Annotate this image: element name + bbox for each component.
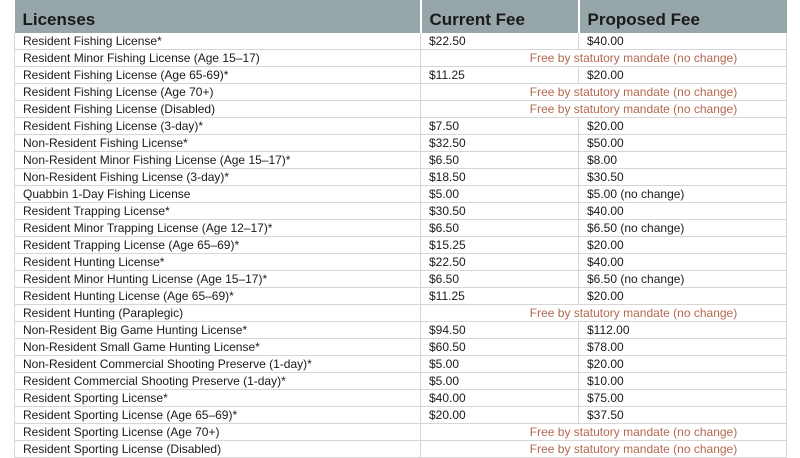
- proposed-fee-cell: $20.00: [579, 237, 787, 254]
- table-row: [15, 118, 787, 135]
- table-row: [15, 339, 787, 356]
- current-fee-cell: $5.00: [421, 356, 579, 373]
- table-row: [15, 135, 787, 152]
- current-fee-cell: $5.00: [421, 186, 579, 203]
- header-proposed-fee: Proposed Fee: [579, 0, 787, 33]
- table-row: [15, 84, 787, 101]
- table-row: [15, 237, 787, 254]
- license-name-cell: Non-Resident Big Game Hunting License*: [15, 322, 421, 339]
- table-row: [15, 288, 787, 305]
- proposed-fee-cell: $78.00: [579, 339, 787, 356]
- proposed-fee-cell: $75.00: [579, 390, 787, 407]
- header-current-fee: Current Fee: [421, 0, 579, 33]
- license-name-cell: Non-Resident Commercial Shooting Preserve (1-day)*: [15, 356, 421, 373]
- table-row: [15, 390, 787, 407]
- license-name-cell: Non-Resident Fishing License (3-day)*: [15, 169, 421, 186]
- license-name-cell: Resident Hunting (Paraplegic): [15, 305, 421, 322]
- license-name-cell: Resident Hunting License (Age 65–69)*: [15, 288, 421, 305]
- current-fee-cell: $18.50: [421, 169, 579, 186]
- table-row: [15, 254, 787, 271]
- current-fee-cell: $40.00: [421, 390, 579, 407]
- current-fee-cell: $60.50: [421, 339, 579, 356]
- license-name-cell: Quabbin 1-Day Fishing License: [15, 186, 421, 203]
- license-name-cell: Resident Sporting License (Age 65–69)*: [15, 407, 421, 424]
- current-fee-cell: $11.25: [421, 288, 579, 305]
- statutory-mandate-note: Free by statutory mandate (no change): [421, 50, 787, 67]
- proposed-fee-cell: $40.00: [579, 203, 787, 220]
- table-row: [15, 322, 787, 339]
- current-fee-cell: $6.50: [421, 271, 579, 288]
- proposed-fee-cell: $20.00: [579, 288, 787, 305]
- license-name-cell: Resident Sporting License*: [15, 390, 421, 407]
- table-row: [15, 305, 787, 322]
- license-name-cell: Resident Sporting License (Age 70+): [15, 424, 421, 441]
- current-fee-cell: $7.50: [421, 118, 579, 135]
- current-fee-cell: $15.25: [421, 237, 579, 254]
- header-row: [15, 0, 787, 33]
- proposed-fee-cell: $6.50 (no change): [579, 271, 787, 288]
- license-name-cell: Resident Minor Hunting License (Age 15–17)*: [15, 271, 421, 288]
- current-fee-cell: $11.25: [421, 67, 579, 84]
- proposed-fee-cell: $8.00: [579, 152, 787, 169]
- table-row: [15, 441, 787, 458]
- license-name-cell: Resident Fishing License (Disabled): [15, 101, 421, 118]
- current-fee-cell: $22.50: [421, 254, 579, 271]
- fee-table-container: [14, 0, 786, 458]
- table-row: [15, 424, 787, 441]
- license-name-cell: Resident Commercial Shooting Preserve (1-day)*: [15, 373, 421, 390]
- license-name-cell: Resident Minor Trapping License (Age 12–17)*: [15, 220, 421, 237]
- proposed-fee-cell: $20.00: [579, 356, 787, 373]
- statutory-mandate-note: Free by statutory mandate (no change): [421, 305, 787, 322]
- table-body: [15, 33, 787, 458]
- table-row: [15, 169, 787, 186]
- proposed-fee-cell: $37.50: [579, 407, 787, 424]
- current-fee-cell: $5.00: [421, 373, 579, 390]
- table-header: [15, 0, 787, 33]
- table-row: [15, 203, 787, 220]
- table-row: [15, 356, 787, 373]
- license-name-cell: Resident Hunting License*: [15, 254, 421, 271]
- license-name-cell: Resident Trapping License*: [15, 203, 421, 220]
- proposed-fee-cell: $6.50 (no change): [579, 220, 787, 237]
- current-fee-cell: $30.50: [421, 203, 579, 220]
- license-name-cell: Non-Resident Minor Fishing License (Age 15–17)*: [15, 152, 421, 169]
- license-name-cell: Resident Trapping License (Age 65–69)*: [15, 237, 421, 254]
- current-fee-cell: $22.50: [421, 33, 579, 50]
- proposed-fee-cell: $10.00: [579, 373, 787, 390]
- license-name-cell: Resident Fishing License*: [15, 33, 421, 50]
- license-name-cell: Non-Resident Small Game Hunting License*: [15, 339, 421, 356]
- header-licenses: Licenses: [15, 0, 421, 33]
- proposed-fee-cell: $50.00: [579, 135, 787, 152]
- proposed-fee-cell: $112.00: [579, 322, 787, 339]
- table-row: [15, 220, 787, 237]
- statutory-mandate-note: Free by statutory mandate (no change): [421, 101, 787, 118]
- license-name-cell: Resident Fishing License (3-day)*: [15, 118, 421, 135]
- current-fee-cell: $6.50: [421, 220, 579, 237]
- table-row: [15, 407, 787, 424]
- current-fee-cell: $32.50: [421, 135, 579, 152]
- proposed-fee-cell: $40.00: [579, 254, 787, 271]
- table-row: [15, 271, 787, 288]
- license-fee-table: [14, 0, 787, 458]
- proposed-fee-cell: $20.00: [579, 118, 787, 135]
- statutory-mandate-note: Free by statutory mandate (no change): [421, 84, 787, 101]
- proposed-fee-cell: $30.50: [579, 169, 787, 186]
- proposed-fee-cell: $20.00: [579, 67, 787, 84]
- table-row: [15, 67, 787, 84]
- table-row: [15, 152, 787, 169]
- table-row: [15, 373, 787, 390]
- statutory-mandate-note: Free by statutory mandate (no change): [421, 441, 787, 458]
- license-name-cell: Non-Resident Fishing License*: [15, 135, 421, 152]
- statutory-mandate-note: Free by statutory mandate (no change): [421, 424, 787, 441]
- current-fee-cell: $6.50: [421, 152, 579, 169]
- license-name-cell: Resident Fishing License (Age 70+): [15, 84, 421, 101]
- proposed-fee-cell: $5.00 (no change): [579, 186, 787, 203]
- table-row: [15, 33, 787, 50]
- proposed-fee-cell: $40.00: [579, 33, 787, 50]
- current-fee-cell: $20.00: [421, 407, 579, 424]
- license-name-cell: Resident Fishing License (Age 65-69)*: [15, 67, 421, 84]
- current-fee-cell: $94.50: [421, 322, 579, 339]
- table-row: [15, 186, 787, 203]
- table-row: [15, 50, 787, 67]
- table-row: [15, 101, 787, 118]
- license-name-cell: Resident Sporting License (Disabled): [15, 441, 421, 458]
- license-name-cell: Resident Minor Fishing License (Age 15–17): [15, 50, 421, 67]
